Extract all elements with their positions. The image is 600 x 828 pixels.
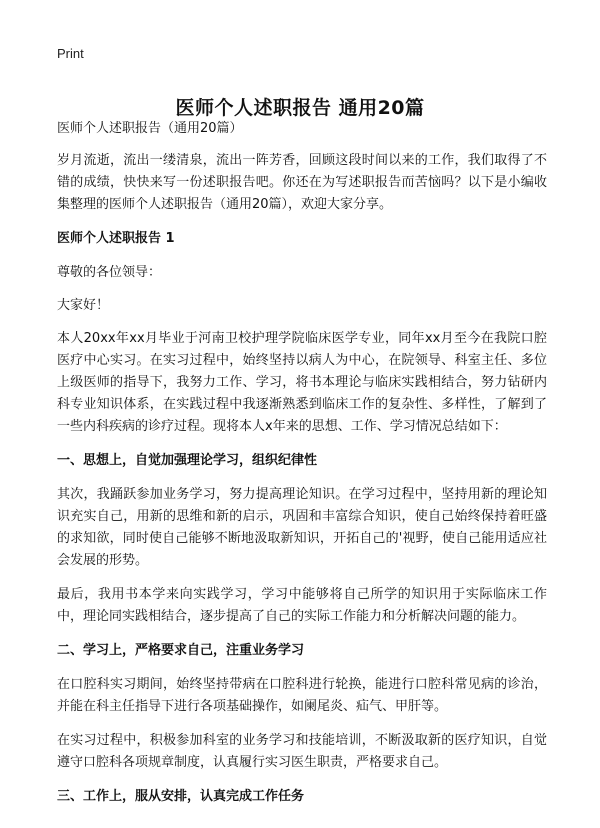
- heading-2: 二、学习上，严格要求自己，注重业务学习: [57, 643, 305, 658]
- body-paragraph-2: 其次，我踊跃参加业务学习，努力提高理论知识。在学习过程中，坚持用新的理论知识充实自己，用新的思维和新的启示，巩固和丰富综合知识，使自己始终保持着旺盛的求知欲，同时使自己能够不断地汲取新知识，开拓自己的'视野，使自己能用适应社会发展的形势。: [57, 487, 547, 568]
- body-paragraph-3: 最后，我用书本学来向实践学习，学习中能够将自己所学的知识用于实际临床工作中，理论同实践相结合，逐步提高了自己的实际工作能力和分析解决问题的能力。: [57, 587, 547, 624]
- heading-3: 三、工作上，服从安排，认真完成工作任务: [57, 789, 305, 804]
- greeting: 大家好！: [57, 298, 110, 313]
- salutation: 尊敬的各位领导：: [57, 265, 162, 280]
- body-paragraph-4: 在口腔科实习期间，始终坚持带病在口腔科进行轮换，能进行口腔科常见病的诊治，并能在科主任指导下进行各项基础操作，如阑尾炎、疝气、甲肝等。: [57, 677, 547, 714]
- print-link[interactable]: Print: [57, 46, 84, 61]
- body-paragraph-1: 本人20xx年xx月毕业于河南卫校护理学院临床医学专业，同年xx月至今在我院口腔医疗中心实习。在实习过程中，始终坚持以病人为中心，在院领导、科室主任、多位上级医师的指导下，我努力工作、学习，将书本理论与临床实践相结合，努力钻研内科专业知识体系，在实践过程中我逐渐熟悉到临床工作的复杂性、多样性，了解到了一些内科疾病的诊疗过程。现将本人x年来的思想、工作、学习情况总结如下：: [57, 331, 547, 434]
- heading-1: 一、思想上，自觉加强理论学习，组织纪律性: [57, 453, 318, 468]
- document-body: [57, 118, 547, 808]
- document-title: 医师个人述职报告 通用20篇: [175, 96, 425, 119]
- body-paragraph-5: 在实习过程中，积极参加科室的业务学习和技能培训，不断汲取新的医疗知识，自觉遵守口腔科各项规章制度，认真履行实习医生职责，严格要求自己。: [57, 733, 547, 770]
- document-subtitle: 医师个人述职报告（通用20篇）: [57, 121, 243, 136]
- intro-paragraph: 岁月流逝，流出一缕清泉，流出一阵芳香，回顾这段时间以来的工作，我们取得了不错的成绩，快快来写一份述职报告吧。你还在为写述职报告而苦恼吗？以下是小编收集整理的医师个人述职报告（通用20篇），欢迎大家分享。: [57, 153, 547, 212]
- section-title: 医师个人述职报告 1: [57, 231, 175, 246]
